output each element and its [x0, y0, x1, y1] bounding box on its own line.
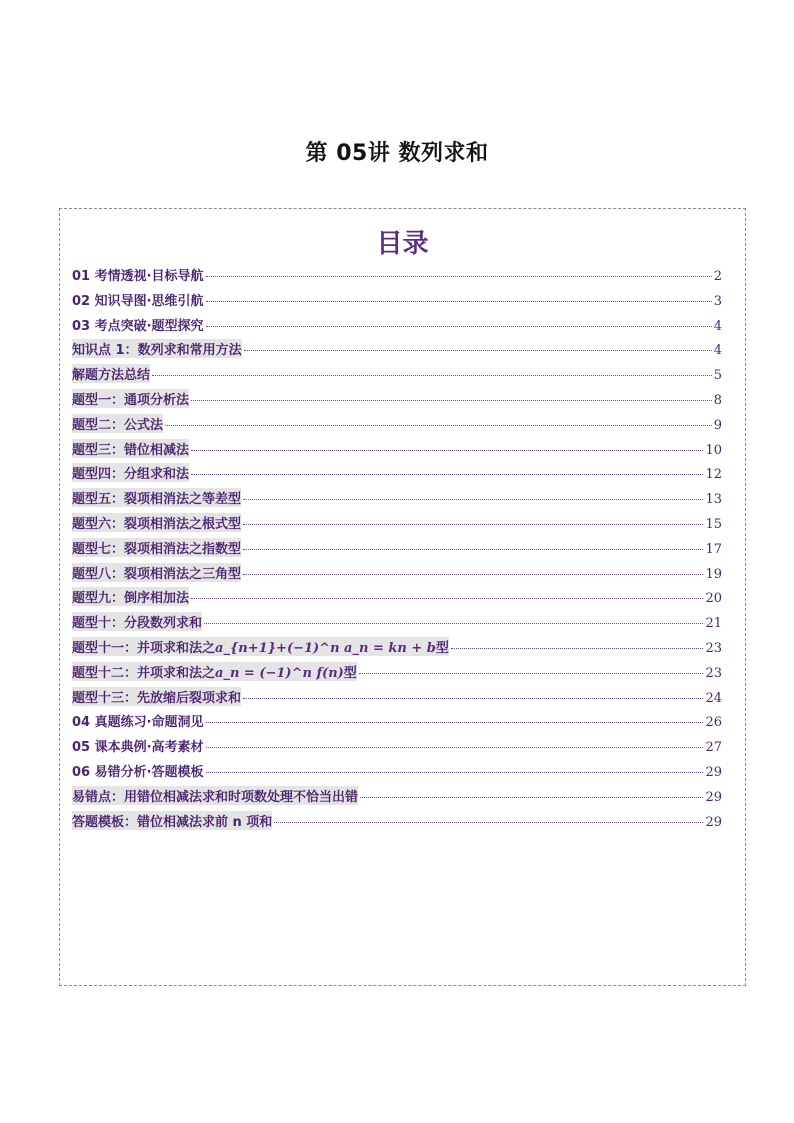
toc-entry-text: 04 真题练习·命题洞见: [72, 715, 204, 731]
table-of-contents: [59, 208, 746, 986]
toc-entry-label: [72, 488, 241, 507]
toc-leader-dots: [243, 549, 703, 550]
toc-entry[interactable]: [72, 414, 722, 439]
toc-entry-text: 题型四：分组求和法: [72, 467, 190, 483]
toc-entry-page-number: 26: [705, 715, 722, 731]
toc-entry[interactable]: [72, 637, 722, 662]
toc-leader-dots: [206, 747, 704, 748]
toc-entry-label: [72, 290, 204, 309]
toc-leader-dots: [206, 326, 712, 327]
toc-entry-label: [72, 736, 204, 755]
toc-entry[interactable]: [72, 463, 722, 488]
toc-leader-dots: [274, 822, 703, 823]
toc-entry-page-number: 2: [713, 269, 722, 284]
toc-entry[interactable]: [72, 339, 722, 364]
toc-entry-text: 题型九：倒序相加法: [72, 591, 190, 607]
toc-entry-text: 题型二：公式法: [72, 417, 164, 433]
toc-leader-dots: [152, 375, 712, 376]
toc-leader-dots: [243, 499, 703, 500]
toc-entry[interactable]: [72, 711, 722, 736]
toc-entry[interactable]: [72, 811, 722, 836]
toc-entry-page-number: 13: [705, 492, 722, 508]
toc-entry-page-number: 29: [705, 814, 722, 830]
toc-entry-label: [72, 761, 204, 780]
toc-entry-page-number: 3: [713, 293, 722, 309]
toc-leader-dots: [191, 474, 703, 475]
toc-leader-dots: [243, 698, 703, 699]
toc-entry[interactable]: [72, 439, 722, 464]
toc-entry-text: 题型六：裂项相消法之根式型: [72, 516, 242, 532]
toc-entry-suffix: 型: [435, 640, 449, 656]
toc-leader-dots: [243, 574, 703, 575]
toc-entry-text: 01 考情透视·目标导航: [72, 269, 204, 284]
toc-entry-label: [72, 439, 189, 458]
toc-entry-label: [72, 662, 357, 681]
toc-entry-page-number: 24: [705, 690, 722, 706]
toc-entry[interactable]: [72, 736, 722, 761]
toc-entry-label: [72, 687, 241, 706]
toc-entry-page-number: 23: [705, 665, 722, 681]
toc-leader-dots: [244, 350, 712, 351]
toc-entry-label: [72, 265, 204, 284]
toc-leader-dots: [165, 425, 712, 426]
toc-entry-text: 06 易错分析·答题模板: [72, 764, 204, 780]
toc-entry-page-number: 12: [705, 467, 722, 483]
toc-entry-suffix: 型: [343, 665, 357, 681]
toc-entry-label: [72, 612, 202, 631]
toc-entry-label: [72, 513, 241, 532]
toc-entry-text: 题型十一：并项求和法之: [72, 640, 216, 656]
toc-leader-dots: [206, 301, 712, 302]
toc-entry[interactable]: [72, 265, 722, 290]
toc-entry-page-number: 20: [705, 591, 722, 607]
toc-entry-label: [72, 463, 189, 482]
toc-entry-text: 题型一：通项分析法: [72, 392, 190, 408]
toc-leader-dots: [191, 400, 712, 401]
toc-entry-label: [72, 711, 204, 730]
toc-entry-page-number: 27: [705, 740, 722, 756]
toc-entry-text: 题型八：裂项相消法之三角型: [72, 566, 242, 582]
toc-entry-text: 02 知识导图·思维引航: [72, 293, 204, 309]
toc-entry-label: [72, 414, 163, 433]
toc-leader-dots: [206, 276, 712, 277]
toc-entry-page-number: 17: [705, 541, 722, 557]
toc-entry[interactable]: [72, 538, 722, 563]
toc-entry-text: 05 课本典例·高考素材: [72, 740, 204, 756]
toc-entry-formula: a_n = (−1)^n f(n): [215, 665, 344, 681]
toc-leader-dots: [204, 623, 703, 624]
toc-heading: 目录: [376, 229, 429, 259]
toc-entry[interactable]: [72, 761, 722, 786]
toc-entry[interactable]: [72, 315, 722, 340]
toc-entry-label: [72, 563, 241, 582]
toc-entry-text: 题型十三：先放缩后裂项求和: [72, 690, 242, 706]
toc-entry-label: [72, 315, 204, 334]
toc-entry[interactable]: [72, 488, 722, 513]
toc-entry-page-number: 23: [705, 640, 722, 656]
toc-entry-text: 题型五：裂项相消法之等差型: [72, 492, 242, 508]
toc-entry-label: [72, 364, 150, 383]
toc-entry-text: 题型七：裂项相消法之指数型: [72, 541, 242, 557]
toc-entry-page-number: 4: [713, 318, 722, 334]
toc-entry[interactable]: [72, 513, 722, 538]
page-title: 第 05讲 数列求和: [305, 141, 489, 166]
toc-entry-page-number: 19: [705, 566, 722, 582]
toc-entry-page-number: 10: [705, 442, 722, 458]
toc-leader-dots: [191, 598, 703, 599]
toc-entry[interactable]: [72, 290, 722, 315]
toc-entry[interactable]: [72, 389, 722, 414]
toc-entry-page-number: 5: [713, 368, 722, 384]
toc-entry-page-number: 29: [705, 764, 722, 780]
toc-entry-formula: a_{n+1}+(−1)^n a_n = kn + b: [215, 640, 436, 656]
toc-entry-page-number: 15: [705, 516, 722, 532]
toc-leader-dots: [243, 524, 703, 525]
toc-leader-dots: [206, 722, 704, 723]
toc-leader-dots: [191, 450, 703, 451]
toc-entry-text: 题型三：错位相减法: [72, 442, 190, 458]
toc-entry[interactable]: [72, 786, 722, 811]
toc-entry-page-number: 9: [713, 417, 722, 433]
toc-entry-text: 解题方法总结: [72, 368, 151, 384]
toc-entry-page-number: 21: [705, 616, 722, 632]
toc-entry[interactable]: [72, 662, 722, 687]
toc-entry-label: [72, 339, 242, 358]
toc-entry[interactable]: [72, 364, 722, 389]
toc-entry-text: 03 考点突破·题型探究: [72, 318, 204, 334]
toc-entry-page-number: 8: [713, 392, 722, 408]
toc-entry-text: 题型十二：并项求和法之: [72, 665, 216, 681]
toc-entry-page-number: 29: [705, 789, 722, 805]
toc-entry[interactable]: [72, 563, 722, 588]
toc-leader-dots: [451, 648, 704, 649]
toc-entry-text: 知识点 1：数列求和常用方法: [72, 343, 242, 359]
toc-leader-dots: [206, 772, 704, 773]
toc-leader-dots: [360, 797, 703, 798]
toc-entry-text: 易错点：用错位相减法求和时项数处理不恰当出错: [72, 789, 359, 805]
toc-entry-label: [72, 587, 189, 606]
toc-entry[interactable]: [72, 687, 722, 712]
toc-entry[interactable]: [72, 587, 722, 612]
toc-entry-text: 答题模板：错位相减法求前 n 项和: [72, 814, 273, 830]
toc-leader-dots: [359, 673, 704, 674]
toc-entry[interactable]: [72, 612, 722, 637]
toc-entry-page-number: 4: [713, 343, 722, 359]
toc-entry-label: [72, 538, 241, 557]
toc-entry-label: [72, 389, 189, 408]
toc-entry-label: [72, 786, 358, 805]
toc-entry-label: [72, 637, 449, 656]
toc-entry-label: [72, 811, 272, 830]
toc-entry-text: 题型十：分段数列求和: [72, 616, 203, 632]
toc-list: [72, 265, 722, 835]
